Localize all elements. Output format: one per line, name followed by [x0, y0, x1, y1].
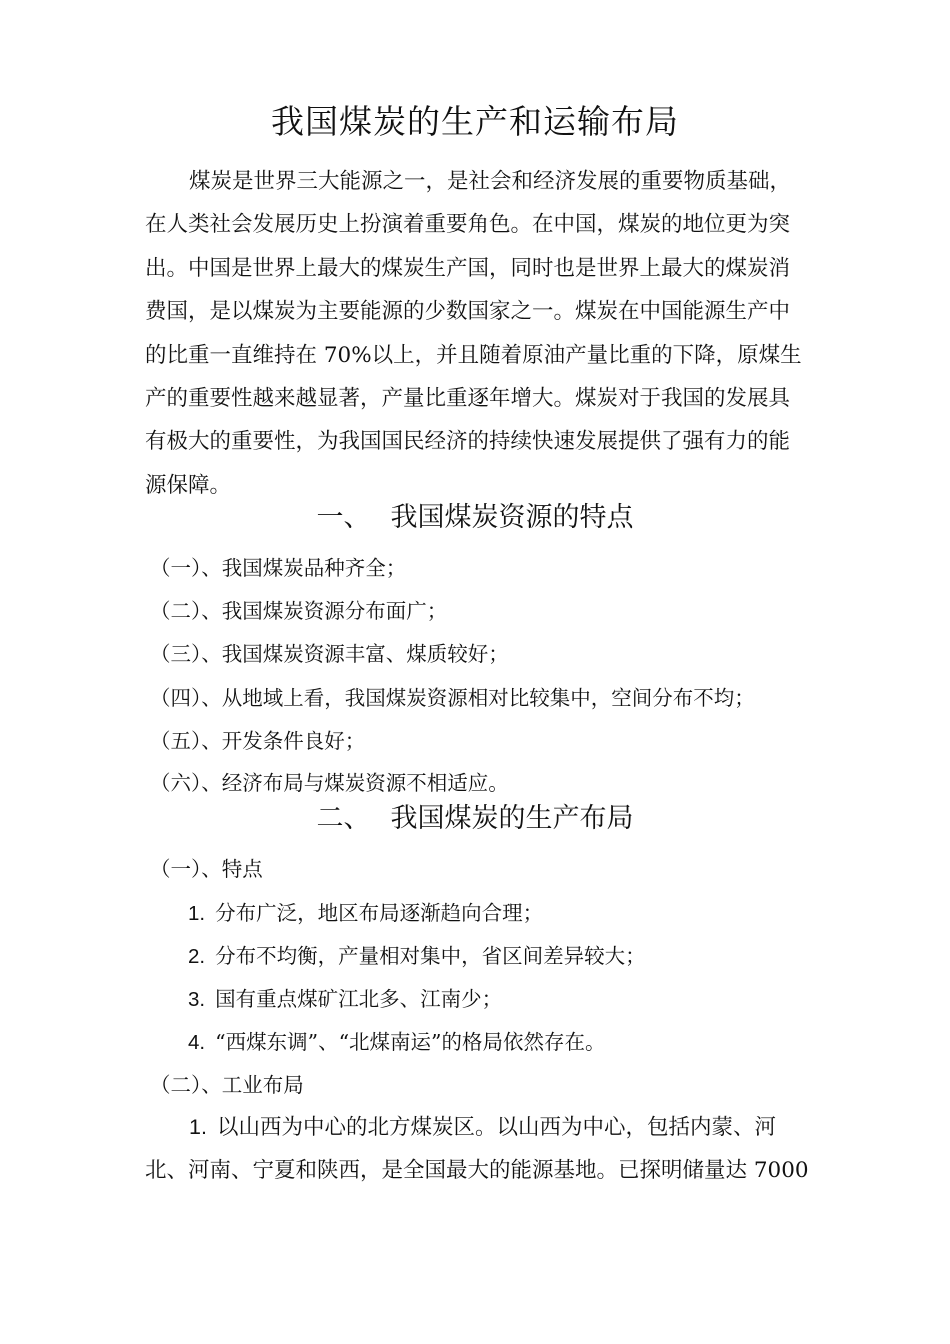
list-item: （六）、经济布局与煤炭资源不相适应。: [150, 771, 509, 795]
intro-line: 出。中国是世界上最大的煤炭生产国，同时也是世界上最大的煤炭消: [145, 255, 791, 281]
intro-line: 的比重一直维持在 70%以上，并且随着原油产量比重的下降，原煤生: [145, 342, 802, 368]
industry-paragraph: [145, 1106, 810, 1193]
section-number: 二、: [316, 803, 371, 834]
numbered-item: [188, 1027, 606, 1058]
section-title: 我国煤炭资源的特点: [390, 502, 634, 533]
list-item: （四）、从地域上看，我国煤炭资源相对比较集中，空间分布不均；: [150, 686, 755, 710]
subsection-title: （二）、工业布局: [150, 1073, 304, 1097]
section-title: 我国煤炭的生产布局: [390, 803, 634, 834]
list-item: （五）、开发条件良好；: [150, 729, 366, 753]
item-text: 分布不均衡，产量相对集中，省区间差异较大；: [215, 944, 646, 968]
list-item: （一）、我国煤炭品种齐全；: [150, 556, 407, 580]
paragraph-text: 以山西为中心的北方煤炭区。以山西为中心，包括内蒙、河: [216, 1115, 776, 1140]
numbered-item: [188, 941, 646, 972]
list-item: （二）、我国煤炭资源分布面广；: [150, 599, 448, 623]
intro-line: 煤炭是世界三大能源之一，是社会和经济发展的重要物质基础，: [189, 169, 792, 194]
item-text: 国有重点煤矿江北多、江南少；: [215, 987, 503, 1011]
item-number: 2.: [188, 945, 206, 968]
paragraph-line: [145, 1106, 810, 1149]
section-heading: [0, 498, 950, 538]
item-number: 1.: [188, 902, 206, 925]
intro-paragraph: [145, 160, 810, 507]
item-text: “西煤东调”、“北煤南运”的格局依然存在。: [215, 1030, 606, 1054]
item-text: 分布广泛，地区布局逐渐趋向合理；: [215, 901, 544, 925]
intro-line: 有极大的重要性，为我国国民经济的持续快速发展提供了强有力的能: [145, 429, 791, 455]
numbered-item: [188, 898, 543, 929]
list-item: （三）、我国煤炭资源丰富、煤质较好；: [150, 642, 509, 666]
section-number: 一、: [316, 502, 371, 533]
intro-line: 费国，是以煤炭为主要能源的少数国家之一。煤炭在中国能源生产中: [145, 299, 791, 325]
intro-line: 产的重要性越来越显著，产量比重逐年增大。煤炭对于我国的发展具: [145, 385, 791, 411]
item-number: 4.: [188, 1031, 206, 1054]
intro-line: 源保障。: [145, 472, 232, 498]
numbered-item: [188, 984, 502, 1015]
paragraph-line: 北、河南、宁夏和陕西，是全国最大的能源基地。已探明储量达 7000: [145, 1158, 809, 1184]
item-number: 3.: [188, 988, 206, 1011]
subsection-title: （一）、特点: [150, 857, 263, 881]
section-heading: [0, 799, 950, 839]
item-number: 1.: [189, 1115, 207, 1139]
document-title: 我国煤炭的生产和运输布局: [271, 102, 679, 141]
intro-line: 在人类社会发展历史上扮演着重要角色。在中国，煤炭的地位更为突: [145, 212, 791, 238]
